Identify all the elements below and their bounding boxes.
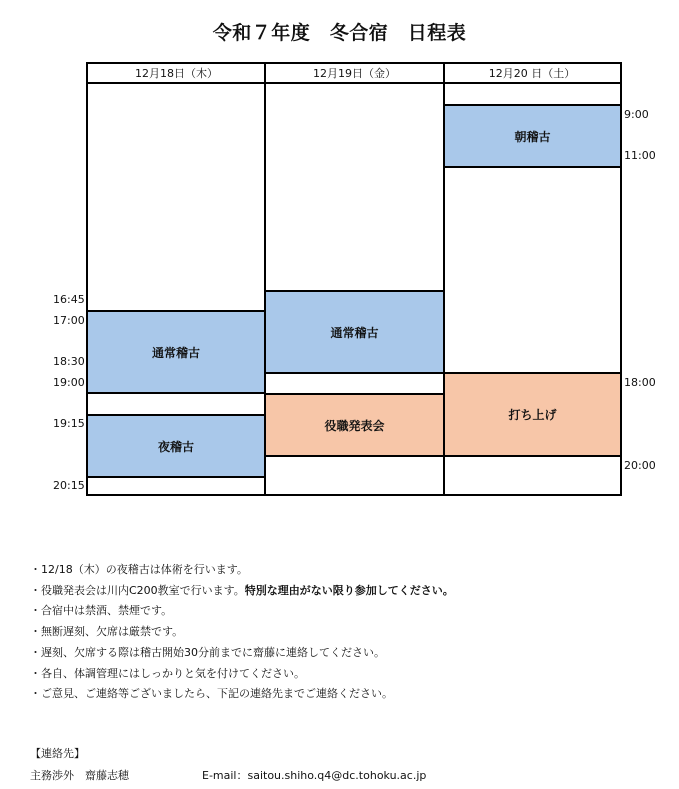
note-text: ・役職発表会は川内C200教室で行います。: [30, 583, 245, 597]
time-label: 17:00: [53, 314, 85, 327]
day-header-2: 12月19日（金）: [265, 64, 444, 84]
time-label: 20:00: [624, 459, 656, 472]
note-item: ・無断遅刻、欠席は厳禁です。: [30, 625, 184, 639]
note-item: ・各自、体調管理にはしっかりと気を付けてください。: [30, 666, 305, 680]
event-day3-party: [445, 372, 620, 457]
time-label: 18:00: [624, 376, 656, 389]
page-title: 令和７年度 冬合宿 日程表: [212, 22, 467, 44]
event-label: 役職発表会: [324, 418, 385, 433]
day-header-1: 12月18日（木）: [88, 64, 265, 84]
event-label: 夜稽古: [157, 439, 194, 454]
time-label: 20:15: [53, 479, 85, 492]
event-day1-regular-practice: [88, 310, 264, 394]
event-day3-morning-practice: [445, 104, 620, 168]
note-item: ・遅刻、欠席する際は稽古開始30分前までに齋藤に連絡してください。: [30, 645, 385, 659]
time-label: 11:00: [624, 149, 656, 162]
note-item: ・12/18（木）の夜稽古は体術を行います。: [30, 563, 248, 576]
schedule-grid: [86, 62, 622, 496]
contact-heading: 【連絡先】: [30, 747, 85, 760]
event-day2-regular-practice: [266, 290, 443, 374]
contact-email: E-mail：saitou.shiho.q4@dc.tohoku.ac.jp: [202, 769, 427, 782]
event-label: 打ち上げ: [508, 408, 557, 422]
note-item: [30, 581, 454, 602]
event-label: 通常稽古: [151, 345, 200, 360]
event-label: 朝稽古: [514, 129, 551, 144]
time-label: 9:00: [624, 108, 649, 121]
time-label: 19:00: [53, 376, 85, 389]
time-label: 18:30: [53, 355, 85, 368]
note-emphasis: 特別な理由がない限り参加してください。: [244, 583, 454, 597]
day-header-3: 12月20 日（土）: [444, 64, 620, 84]
note-item: ・合宿中は禁酒、禁煙です。: [30, 604, 173, 618]
time-label: 19:15: [53, 417, 85, 430]
event-day1-night-practice: [88, 414, 264, 478]
contact-name: 主務渉外 齋藤志穂: [30, 769, 129, 782]
notes-list: [30, 560, 454, 705]
event-label: 通常稽古: [330, 325, 379, 340]
time-label: 16:45: [53, 293, 85, 306]
note-item: ・ご意見、ご連絡等ございましたら、下記の連絡先までご連絡ください。: [30, 687, 393, 701]
event-day2-presentation: [266, 393, 443, 457]
